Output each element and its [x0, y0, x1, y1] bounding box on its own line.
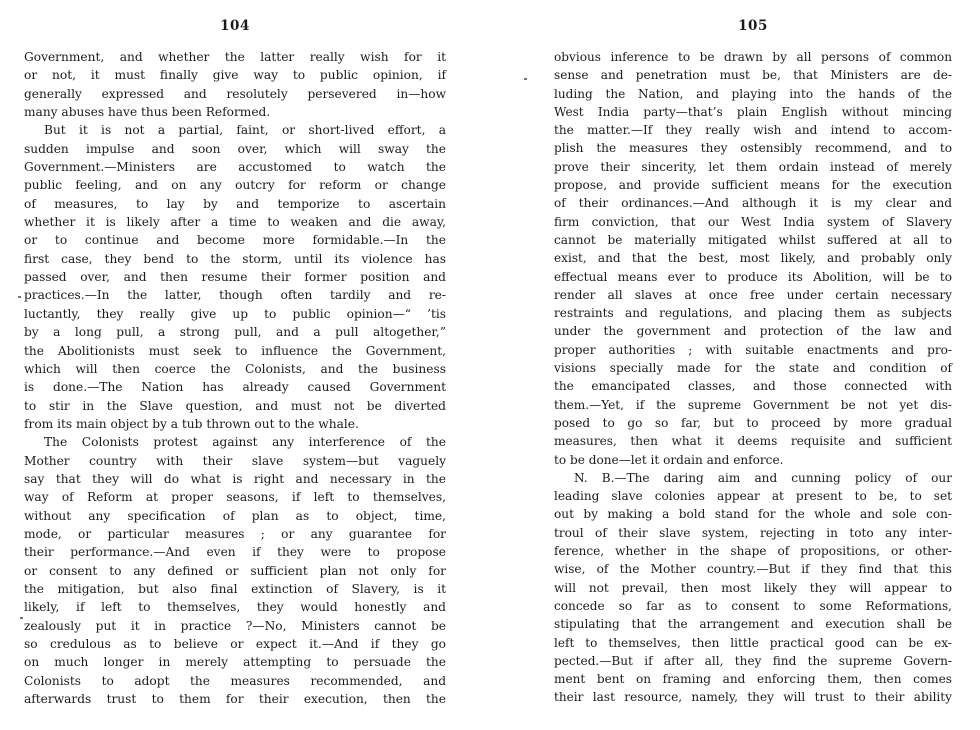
text-line: so credulous as to believe or expect it.—And if they go	[24, 637, 446, 651]
text-line: Colonists to adopt the measures recommended, and	[24, 673, 446, 688]
text-line: from its main object by a tub thrown out to the whale.	[24, 416, 359, 431]
text-line: many abuses have thus been Reformed.	[24, 105, 271, 120]
text-line: the matter.—If they really wish and intend to accom-	[554, 123, 952, 138]
text-line: cannot be materially mitigated whilst suffered at all to	[554, 232, 952, 247]
text-line: by a long pull, a strong pull, and a pull altogether,”	[24, 325, 446, 340]
text-line: firm conviction, that our West India system of Slavery	[554, 214, 952, 229]
text-line: whether it is likely after a time to weaken and die away,	[24, 215, 446, 230]
left-page	[24, 0, 446, 730]
text-line: ment bent on framing and enforcing them, then comes	[554, 672, 952, 687]
text-line: or to continue and become more formidable.—In the	[24, 233, 446, 248]
text-line: ference, whether in the shape of propositions, or other-	[554, 544, 952, 559]
text-line: luctantly, they really give up to public opinion—“ ’tis	[24, 306, 446, 321]
text-line: pected.—But if after all, they find the supreme Govern-	[554, 653, 952, 668]
text-line: them.—Yet, if the supreme Government be not yet dis-	[554, 397, 952, 412]
text-line: mode, or particular measures ; or any guarantee for	[24, 526, 446, 541]
text-line: passed over, and then resume their former position and	[24, 270, 446, 285]
text-line: N. B.—The daring aim and cunning policy of our	[574, 470, 952, 485]
text-line: which will then coerce the Colonists, and the business	[24, 361, 446, 376]
text-line: public feeling, and on any outcry for reform or change	[24, 178, 446, 193]
text-line: Mother country with their slave system—but vaguely	[24, 453, 446, 468]
text-line: or not, it must finally give way to public opinion, if	[24, 68, 446, 83]
text-line: sense and penetration must be, that Ministers are de-	[554, 68, 952, 83]
text-line: first case, they bend to the storm, until its violence has	[24, 251, 446, 266]
right-page	[554, 0, 952, 730]
text-line: their last resource, namely, they will trust to their ability	[554, 690, 952, 705]
text-line: render all slaves at once free under certain necessary	[554, 287, 952, 302]
text-line: the emancipated classes, and those connected with	[554, 379, 952, 394]
page-number: 104	[220, 18, 250, 34]
text-line: luding the Nation, and playing into the hands of the	[554, 86, 952, 101]
page-text	[554, 48, 952, 707]
text-line: or consent to any defined or sufficient plan not only for	[24, 563, 446, 578]
text-line: left to themselves, then little practical good can be ex-	[554, 635, 952, 650]
text-line: afterwards trust to them for their execution, then the	[24, 692, 446, 707]
text-line: But it is not a partial, faint, or short-lived effort, a	[44, 123, 446, 138]
text-line: the Abolitionists must seek to influence the Government,	[24, 343, 446, 358]
text-line: to be done—let it ordain and enforce.	[554, 452, 784, 467]
text-line: The Colonists protest against any interference of the	[44, 435, 446, 450]
text-line: of their ordinances.—And although it is my clear and	[554, 196, 952, 211]
scan-speck	[20, 617, 23, 619]
text-line: stipulating that the arrangement and execution shall be	[554, 617, 952, 632]
text-line: practices.—In the latter, though often tardily and re-	[24, 288, 446, 303]
text-line: under the government and protection of the law and	[554, 324, 952, 339]
text-line: zealously put it in practice ?—No, Ministers cannot be	[24, 618, 446, 633]
text-line: exist, and that the best, most likely, and probably only	[554, 251, 952, 266]
text-line: likely, if left to themselves, they would honestly and	[24, 600, 446, 615]
text-line: posed to go so far, but to proceed by more gradual	[554, 415, 952, 430]
text-line: the mitigation, but also final extinction of Slavery, is it	[24, 581, 446, 596]
text-line: will not prevail, then most likely they will appear to	[554, 580, 952, 595]
text-line: wise, of the Mother country.—But if they find that this	[554, 562, 952, 577]
text-line: of measures, to lay by and temporize to ascertain	[24, 196, 446, 211]
text-line: without any specification of plan as to object, time,	[24, 508, 446, 523]
text-line: effectual means ever to produce its Abolition, will be to	[554, 269, 952, 284]
text-line: on much longer in merely attempting to persuade the	[24, 655, 446, 670]
text-line: obvious inference to be drawn by all persons of common	[554, 50, 952, 64]
text-line: is done.—The Nation has already caused Government	[24, 380, 446, 395]
text-line: their performance.—And even if they were to propose	[24, 545, 446, 560]
text-line: out by making a bold stand for the whole and sole con-	[554, 507, 952, 522]
text-line: visions specially made for the state and condition of	[554, 361, 952, 376]
text-line: prove their sincerity, let them ordain instead of merely	[554, 159, 952, 174]
text-line: to stir in the Slave question, and must not be diverted	[24, 398, 446, 413]
text-line: restraints and regulations, and placing them as subjects	[554, 306, 952, 321]
text-line: leading slave colonies appear at present to be, to set	[554, 489, 952, 504]
scan-speck	[18, 296, 21, 298]
page-number: 105	[738, 18, 768, 34]
text-line: measures, then what it deems requisite and sufficient	[554, 434, 952, 449]
text-line: sudden impulse and soon over, which will sway the	[24, 141, 446, 156]
text-line: plish the measures they ostensibly recommend, and to	[554, 141, 952, 156]
text-line: Government, and whether the latter really wish for it	[24, 50, 446, 64]
text-line: concede so far as to consent to some Reformations,	[554, 598, 952, 613]
page-text	[24, 48, 446, 708]
text-line: proper authorities ; with suitable enactments and pro-	[554, 342, 952, 357]
text-line: way of Reform at proper seasons, if left to themselves,	[24, 490, 446, 505]
text-line: West India party—that’s plain English without mincing	[554, 104, 952, 119]
text-line: propose, and provide sufficient means for the execution	[554, 178, 952, 193]
text-line: say that they will do what is right and necessary in the	[24, 471, 446, 486]
text-line: troul of their slave system, rejecting in toto any inter-	[554, 525, 952, 540]
text-line: generally expressed and resolutely persevered in—how	[24, 86, 446, 101]
scan-speck	[524, 78, 527, 80]
text-line: Government.—Ministers are accustomed to watch the	[24, 160, 446, 175]
